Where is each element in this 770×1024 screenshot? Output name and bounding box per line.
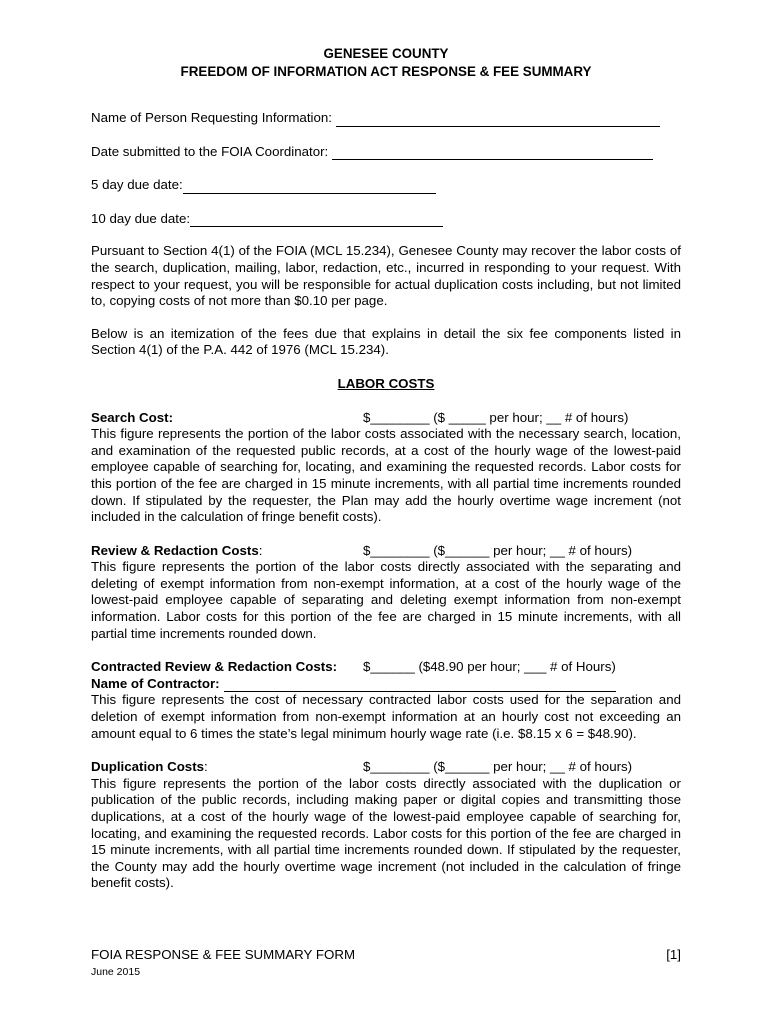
due-5-day-line[interactable] [183,180,436,194]
review-cost-colon: : [258,542,263,558]
page-footer [91,947,681,979]
review-cost-amount: $________ ($______ per hour; __ # of hours) [363,542,633,558]
contracted-cost-row [91,659,681,676]
review-cost-row [91,543,681,560]
contracted-cost-amount: $______ ($48.90 per hour; ___ # of Hours) [363,659,616,675]
date-submitted-label: Date submitted to the FOIA Coordinator: [91,143,329,159]
form-title: FREEDOM OF INFORMATION ACT RESPONSE & FEE SUMMARY [180,63,592,79]
due-10-day-label: 10 day due date: [91,210,191,226]
date-submitted-field [91,144,681,161]
duplication-cost-colon: : [204,759,208,775]
due-5-day-label: 5 day due date: [91,177,183,193]
contractor-name-field [91,676,681,693]
document-page [91,43,681,892]
search-cost-amount: $________ ($ _____ per hour; __ # of hours) [363,409,629,425]
contracted-cost-label: Contracted Review & Redaction Costs: [91,659,338,675]
requester-name-label: Name of Person Requesting Information: [91,110,332,125]
footer-date: June 2015 [91,965,141,978]
requester-name-line[interactable] [336,113,660,127]
footer-form-name: FOIA RESPONSE & FEE SUMMARY FORM [91,947,356,962]
search-cost-description: This figure represents the portion of the labor costs associated with the necessary search, location, and examination of the requested public records, at a cost of the hourly wage of the lowest-paid employee capable of searching for, locating, and examining the requested records. Labor costs for this portion of the fee are charged in 15 minute increments, with all partial time increments rounded down. If stipulated by the requester, the Plan may add the hourly overtime wage increment (not included in the calculation of fringe benefit costs). [91,426,681,525]
itemization-paragraph: Below is an itemization of the fees due that explains in detail the six fee components listed in Section 4(1) of the P.A. 442 of 1976 (MCL 15.234). [91,325,681,358]
labor-costs-heading: LABOR COSTS [337,375,435,391]
search-cost-label: Search Cost: [91,409,174,425]
intro-paragraph: Pursuant to Section 4(1) of the FOIA (MCL 15.234), Genesee County may recover the labor costs of the search, duplication, mailing, labor, redaction, etc., incurred in responding to your request. With respect to your request, you will be responsible for actual duplication costs including, but not limited to, copying costs of not more than $0.10 per page. [91,243,681,309]
due-5-day-field [91,177,681,194]
contractor-name-line[interactable] [224,678,616,692]
footer-page-number: [1] [666,947,681,962]
contracted-cost-description: This figure represents the cost of necessary contracted labor costs used for the separation and deletion of exempt information from non-exempt information at an hourly cost not exceeding an amount equal to 6 times the state’s legal minimum hourly wage rate (i.e. $8.15 x 6 = $48.90). [91,692,681,741]
duplication-cost-row [91,759,681,776]
review-cost-label: Review & Redaction Costs [91,542,259,558]
contractor-name-label: Name of Contractor: [91,675,220,691]
requester-name-field [91,110,681,127]
duplication-cost-amount: $________ ($______ per hour; __ # of hours) [363,759,633,775]
duplication-cost-description: This figure represents the portion of the labor costs directly associated with the duplication or publication of the public records, including making paper or digital copies and transmitting those duplications, at a cost of the hourly wage of the lowest-paid employee capable of searching for, locating, and examining the requested records. Labor costs for this portion of the fee are charged in 15 minute increments, with all partial time increments rounded down. If stipulated by the requester, the County may add the hourly overtime wage increment (not included in the calculation of fringe benefit costs). [91,775,681,891]
review-cost-description: This figure represents the portion of the labor costs directly associated with the separating and deleting of exempt information from non-exempt information, at a cost of the hourly wage of the lowest-paid employee capable of separating and deleting exempt information from non-exempt information. Labor costs for this portion of the fee are charged in 15 minute increments, with all partial time increments rounded down. [91,559,681,641]
date-submitted-line[interactable] [332,146,653,160]
duplication-cost-label: Duplication Costs [91,759,205,775]
due-10-day-field [91,211,681,228]
search-cost-row [91,410,681,427]
county-heading: GENESEE COUNTY [323,46,449,61]
due-10-day-line[interactable] [190,213,443,227]
